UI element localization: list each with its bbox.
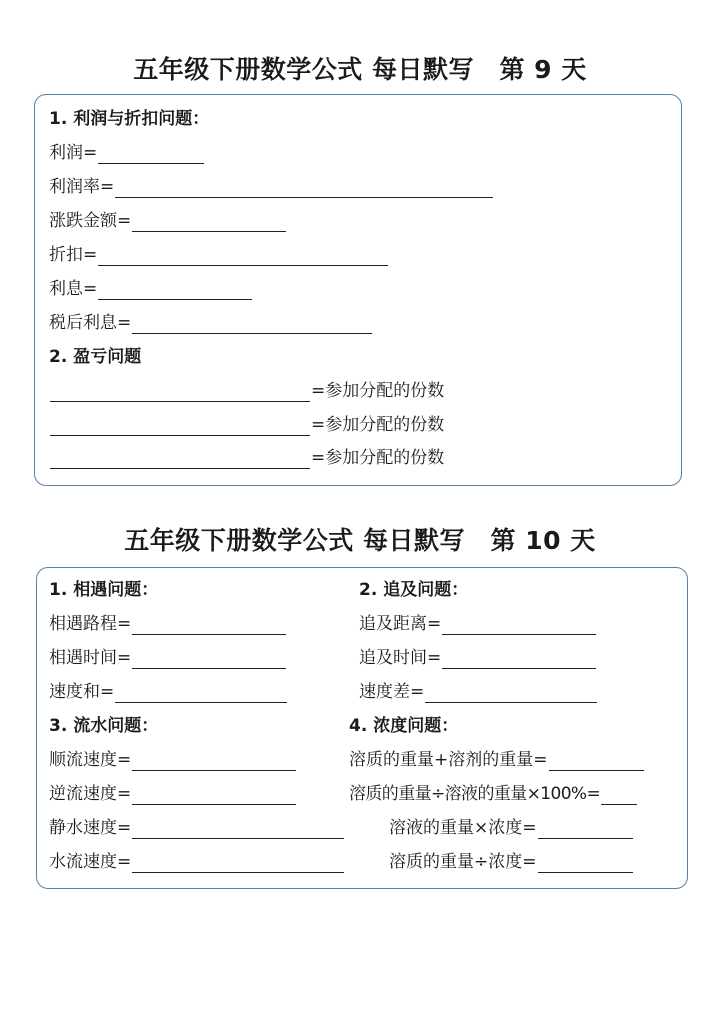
profit-rate-blank[interactable] (115, 179, 493, 198)
speed-sum-blank[interactable] (115, 684, 287, 703)
surplus-row-2 (49, 414, 444, 436)
meeting-time-row (49, 647, 287, 669)
surplus-suffix-2: =参加分配的份数 (311, 415, 445, 435)
upstream-speed-label: 逆流速度= (49, 784, 132, 804)
surplus-blank-2[interactable] (50, 417, 310, 436)
solution-weight-row (349, 749, 645, 771)
price-change-row (49, 210, 287, 232)
solute-weight-blank[interactable] (538, 820, 633, 839)
speed-sum-row (49, 681, 288, 703)
downstream-speed-label: 顺流速度= (49, 750, 132, 770)
downstream-speed-blank[interactable] (132, 752, 296, 771)
day9-section2-heading: 2. 盈亏问题 (49, 347, 142, 367)
interest-row (49, 278, 253, 300)
chase-heading: 2. 追及问题： (359, 580, 469, 600)
solution-from-solute-blank[interactable] (538, 854, 633, 873)
interest-label: 利息= (49, 279, 98, 299)
concentration-heading: 4. 浓度问题： (349, 716, 459, 736)
surplus-blank-3[interactable] (50, 450, 310, 469)
speed-diff-row (359, 681, 598, 703)
interest-blank[interactable] (98, 281, 252, 300)
solute-weight-label: 溶液的重量×浓度= (389, 818, 537, 838)
day10-title: 五年级下册数学公式 每日默写 第 10 天 (124, 526, 596, 555)
chase-distance-blank[interactable] (442, 616, 596, 635)
meeting-distance-label: 相遇路程= (49, 614, 132, 634)
chase-time-row (359, 647, 597, 669)
day9-section1-heading: 1. 利润与折扣问题： (49, 109, 210, 129)
meeting-distance-row (49, 613, 287, 635)
price-change-blank[interactable] (132, 213, 286, 232)
upstream-speed-row (49, 783, 297, 805)
day9-title: 五年级下册数学公式 每日默写 第 9 天 (133, 55, 587, 84)
speed-diff-blank[interactable] (425, 684, 597, 703)
discount-row (49, 244, 389, 266)
profit-rate-row (49, 176, 494, 198)
price-change-label: 涨跌金额= (49, 211, 132, 231)
profit-label: 利润= (49, 143, 98, 163)
meeting-time-label: 相遇时间= (49, 648, 132, 668)
current-speed-row (49, 851, 345, 873)
current-speed-label: 水流速度= (49, 852, 132, 872)
meeting-distance-blank[interactable] (132, 616, 286, 635)
chase-time-label: 追及时间= (359, 648, 442, 668)
speed-diff-label: 速度差= (359, 682, 425, 702)
discount-label: 折扣= (49, 245, 98, 265)
solution-from-solute-label: 溶质的重量÷浓度= (389, 852, 537, 872)
concentration-formula-row (349, 783, 638, 805)
current-speed-blank[interactable] (132, 854, 344, 873)
still-water-speed-row (49, 817, 345, 839)
surplus-row-1 (49, 380, 444, 402)
profit-blank[interactable] (98, 145, 204, 164)
surplus-suffix-1: =参加分配的份数 (311, 381, 445, 401)
upstream-speed-blank[interactable] (132, 786, 296, 805)
solution-from-solute-row (389, 851, 634, 873)
solute-weight-row (389, 817, 634, 839)
meeting-time-blank[interactable] (132, 650, 286, 669)
profit-rate-label: 利润率= (49, 177, 115, 197)
chase-distance-row (359, 613, 597, 635)
surplus-suffix-3: =参加分配的份数 (311, 448, 445, 468)
speed-sum-label: 速度和= (49, 682, 115, 702)
downstream-speed-row (49, 749, 297, 771)
solution-weight-label: 溶质的重量+溶剂的重量= (349, 750, 548, 770)
surplus-blank-1[interactable] (50, 383, 310, 402)
profit-row (49, 142, 205, 164)
concentration-formula-label: 溶质的重量÷溶液的重量×100%= (349, 784, 601, 804)
still-water-speed-blank[interactable] (132, 820, 344, 839)
after-tax-interest-blank[interactable] (132, 315, 372, 334)
discount-blank[interactable] (98, 247, 388, 266)
after-tax-interest-row (49, 312, 373, 334)
still-water-speed-label: 静水速度= (49, 818, 132, 838)
meeting-heading: 1. 相遇问题： (49, 580, 159, 600)
surplus-row-3 (49, 447, 444, 469)
solution-weight-blank[interactable] (549, 752, 644, 771)
chase-time-blank[interactable] (442, 650, 596, 669)
chase-distance-label: 追及距离= (359, 614, 442, 634)
after-tax-interest-label: 税后利息= (49, 313, 132, 333)
stream-heading: 3. 流水问题： (49, 716, 159, 736)
concentration-formula-blank[interactable] (601, 786, 637, 805)
